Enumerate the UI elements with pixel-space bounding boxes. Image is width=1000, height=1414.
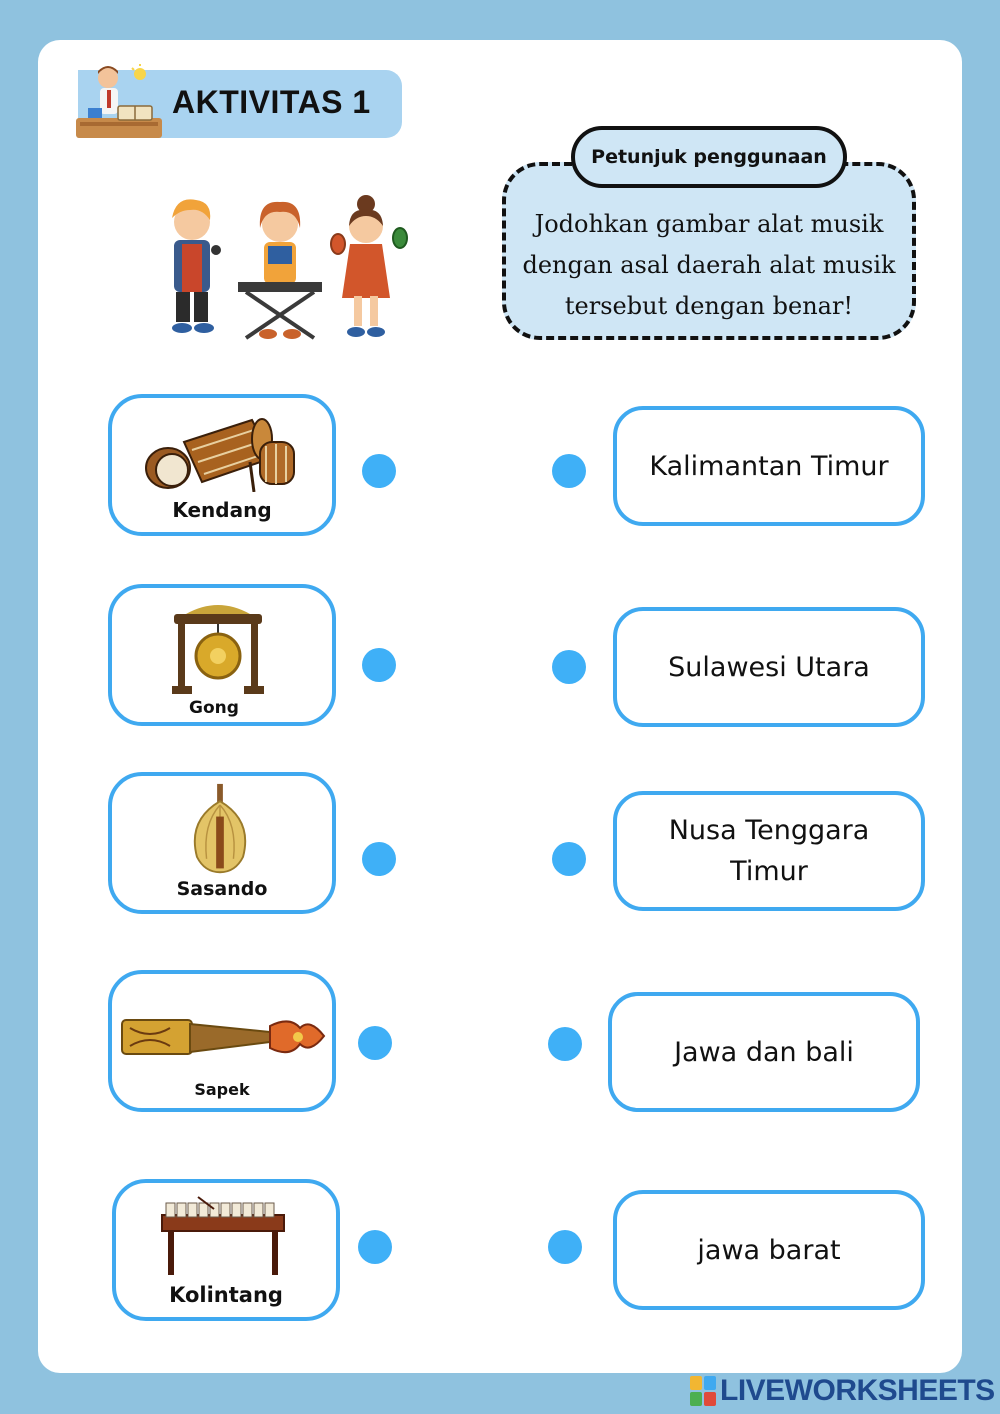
right-match-dot-sulawesi-utara[interactable] bbox=[552, 650, 586, 684]
student-reading-icon bbox=[74, 62, 164, 142]
instructions-label: Petunjuk penggunaan bbox=[571, 126, 847, 188]
sasando-icon bbox=[190, 782, 250, 878]
instrument-card-kendang bbox=[108, 394, 336, 536]
activity-title: AKTIVITAS 1 bbox=[172, 84, 371, 120]
kendang-drum-icon bbox=[142, 412, 302, 492]
instructions-text: Jodohkan gambar alat musik dengan asal daerah alat musik tersebut dengan benar! bbox=[522, 210, 896, 320]
right-match-dot-nusa-tenggara-timur[interactable] bbox=[552, 842, 586, 876]
left-match-dot-sapek[interactable] bbox=[358, 1026, 392, 1060]
instrument-label: Kolintang bbox=[169, 1283, 283, 1307]
instrument-card-kolintang bbox=[112, 1179, 340, 1321]
instrument-card-sasando bbox=[108, 772, 336, 914]
instrument-label: Gong bbox=[189, 698, 239, 718]
right-match-dot-kalimantan-timur[interactable] bbox=[552, 454, 586, 488]
region-card-sulawesi-utara: Sulawesi Utara bbox=[613, 607, 925, 727]
liveworksheets-brand bbox=[690, 1374, 995, 1408]
left-match-dot-sasando[interactable] bbox=[362, 842, 396, 876]
right-match-dot-jawa-barat[interactable] bbox=[548, 1230, 582, 1264]
kids-playing-music-icon bbox=[150, 188, 410, 348]
region-card-kalimantan-timur: Kalimantan Timur bbox=[613, 406, 925, 526]
region-card-jawa-barat: jawa barat bbox=[613, 1190, 925, 1310]
left-match-dot-gong[interactable] bbox=[362, 648, 396, 682]
kolintang-icon bbox=[158, 1189, 288, 1279]
instrument-label: Sapek bbox=[194, 1080, 250, 1099]
sapek-icon bbox=[120, 1014, 330, 1060]
liveworksheets-logo-icon bbox=[690, 1376, 716, 1406]
left-match-dot-kolintang[interactable] bbox=[358, 1230, 392, 1264]
region-card-jawa-dan-bali: Jawa dan bali bbox=[608, 992, 920, 1112]
instrument-card-sapek bbox=[108, 970, 336, 1112]
gong-icon bbox=[168, 600, 268, 700]
instrument-label: Sasando bbox=[176, 878, 268, 900]
brand-name: LIVEWORKSHEETS bbox=[720, 1374, 995, 1407]
region-card-nusa-tenggara-timur: Nusa Tenggara Timur bbox=[613, 791, 925, 911]
right-match-dot-jawa-dan-bali[interactable] bbox=[548, 1027, 582, 1061]
instrument-card-gong bbox=[108, 584, 336, 726]
left-match-dot-kendang[interactable] bbox=[362, 454, 396, 488]
instrument-label: Kendang bbox=[172, 498, 272, 522]
